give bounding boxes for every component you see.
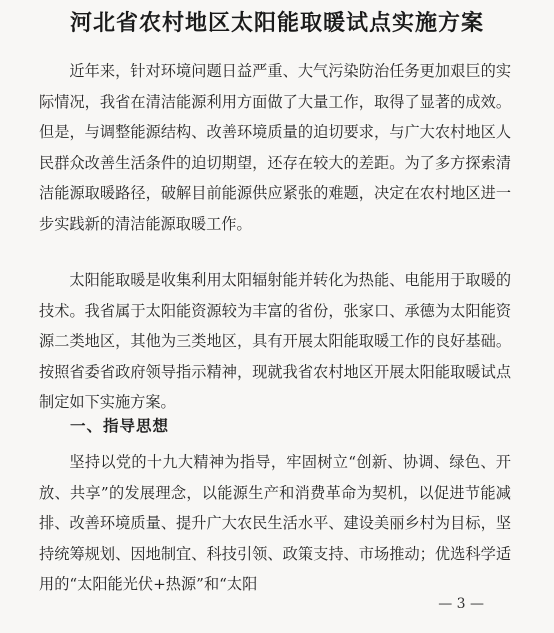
paragraph-solar-heating: 太阳能取暖是收集利用太阳辐射能并转化为热能、电能用于取暖的技术。我省属于太阳能资源较为丰富的省份，张家口、承德为太阳能资源二类地区，其他为三类地区，具有开展太阳能取暖工作的良好基础。按照省委省政府领导指示精神，现就我省农村地区开展太阳能取暖试点制定如下实施方案。 xyxy=(39,271,511,411)
paragraph-guiding-thought: 坚持以党的十九大精神为指导，牢固树立“创新、协调、绿色、开放、共享”的发展理念，以能源生产和消费革命为契机，以促进节能减排、改善环境质量、提升广大农民生活水平、建设美丽乡村为目标，坚持统筹规划、因地制宜、科技引领、政策支持、市场推动；优选科学适用的“太阳能光伏+热源”和“太阳 xyxy=(39,453,511,593)
document-title: 河北省农村地区太阳能取暖试点实施方案 xyxy=(69,11,484,36)
page-number: — 3 — xyxy=(438,596,484,612)
section-heading-guiding-thought: 一、指导思想 xyxy=(70,417,170,435)
paragraph-intro: 近年来，针对环境问题日益严重、大气污染防治任务更加艰巨的实际情况，我省在清洁能源利用方面做了大量工作，取得了显著的成效。但是，与调整能源结构、改善环境质量的迫切要求，与广大农村地区人民群众改善生活条件的迫切期望，还存在较大的差距。为了多方探索清洁能源取暖路径，破解目前能源供应紧张的难题，决定在农村地区进一步实践新的清洁能源取暖工作。 xyxy=(39,62,511,233)
